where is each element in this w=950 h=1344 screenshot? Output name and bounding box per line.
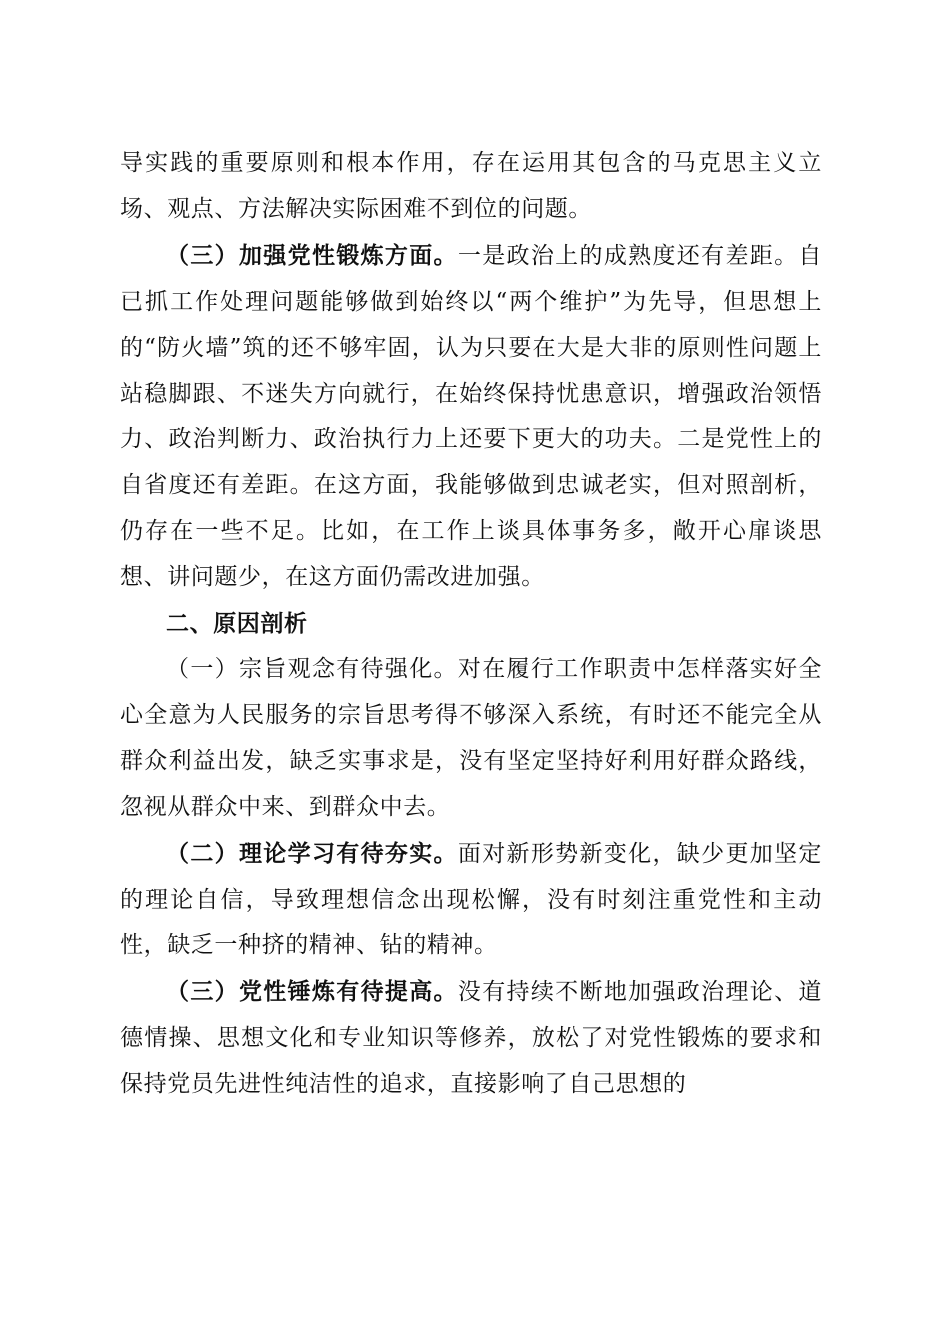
paragraph-text: 面对新形势新变化，缺少更加坚定的理论自信，导致理想信念出现松懈，没有时刻注重党性和主动性，缺乏一种挤的精神、钻的精神。	[120, 840, 823, 959]
paragraph-lead: （一）宗旨观念有待强化。	[166, 655, 458, 682]
paragraph-party-tempering	[120, 969, 822, 1108]
paragraph-lead: （二）理论学习有待夯实。	[166, 839, 458, 867]
paragraph-text: 导实践的重要原则和根本作用，存在运用其包含的马克思主义立场、观点、方法解决实际困难不到位的问题。	[120, 150, 822, 222]
paragraph-purpose-concept	[120, 647, 822, 831]
paragraph-text: 没有持续不断地加强政治理论、道德情操、思想文化和专业知识等修养，放松了对党性锻炼的要求和保持党员先进性纯洁性的追求，直接影响了自己思想的	[120, 979, 823, 1098]
paragraph-lead: （三）党性锤炼有待提高。	[166, 978, 458, 1006]
section-heading: 二、原因剖析	[166, 610, 308, 638]
paragraph-lead: （三）加强党性锻炼方面。	[166, 241, 458, 269]
document-page	[120, 141, 822, 1108]
paragraph-text: 对在履行工作职责中怎样落实好全心全意为人民服务的宗旨思考得不够深入系统，有时还不能完全从群众利益出发，缺乏实事求是，没有坚定坚持好利用好群众路线，忽视从群众中来、到群众中去。	[120, 655, 823, 820]
paragraph-party-training	[120, 233, 822, 601]
paragraph-text: 一是政治上的成熟度还有差距。自已抓工作处理问题能够做到始终以“两个维护”为先导，但思想上的“防火墙”筑的还不够牢固，认为只要在大是大非的原则性问题上站稳脚跟、不迷失方向就行，在始终保持忧患意识，增强政治领悟力、政治判断力、政治执行力上还要下更大的功夫。二是党性上的自省度还有差距。在这方面，我能够做到忠诚老实，但对照剖析，仍存在一些不足。比如，在工作上谈具体事务多，敞开心扉谈思想、讲问题少，在这方面仍需改进加强。	[120, 242, 823, 591]
paragraph-theory-study	[120, 831, 822, 970]
paragraph-continuation	[120, 141, 822, 233]
